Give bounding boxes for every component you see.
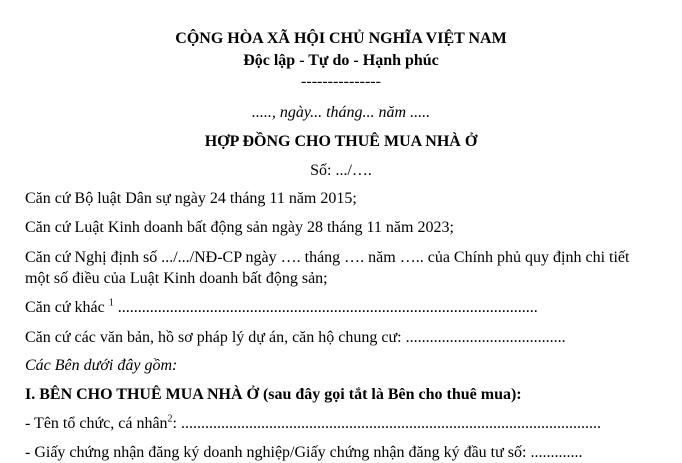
basis-civil-code: Căn cứ Bộ luật Dân sự ngày 24 tháng 11 năm 2015; xyxy=(25,190,357,207)
parties-intro: Các Bên dưới đây gồm: xyxy=(25,357,178,374)
basis-decree-line2: một số điều của Luật Kinh doanh bất động sản; xyxy=(25,270,328,287)
basis-other xyxy=(25,298,538,318)
contract-number: Số: .../…. xyxy=(310,162,372,179)
basis-decree-line1: Căn cứ Nghị định số .../.../NĐ-CP ngày …. tháng …. năm ….. của Chính phủ quy định chi tiết xyxy=(25,249,630,266)
lessor-name-label: - Tên tổ chức, cá nhân xyxy=(25,415,168,432)
basis-real-estate-law: Căn cứ Luật Kinh doanh bất động sản ngày 28 tháng 11 năm 2023; xyxy=(25,219,454,236)
basis-other-label: Căn cứ khác xyxy=(25,299,109,316)
divider: --------------- xyxy=(301,73,381,90)
lessor-name-dots: : ......................................................................................................... xyxy=(172,415,601,432)
basis-project-docs: Căn cứ các văn bản, hồ sơ pháp lý dự án, căn hộ chung cư: ........................................ xyxy=(25,329,566,346)
lessor-certificate-field: - Giấy chứng nhận đăng ký doanh nghiệp/Giấy chứng nhận đăng ký đầu tư số: ............. xyxy=(25,444,583,461)
footnote-ref-2: 2 xyxy=(167,413,173,425)
basis-other-dots: ......................................................................................................... xyxy=(113,299,538,316)
lessor-name-field xyxy=(25,414,601,434)
footnote-ref-1: 1 xyxy=(108,297,114,309)
section-lessor-title: I. BÊN CHO THUÊ MUA NHÀ Ở (sau đây gọi tắt là Bên cho thuê mua): xyxy=(25,386,522,403)
motto: Độc lập - Tự do - Hạnh phúc xyxy=(243,52,439,69)
contract-title: HỢP ĐỒNG CHO THUÊ MUA NHÀ Ở xyxy=(204,133,478,150)
date-line: ....., ngày... tháng... năm ..... xyxy=(251,104,431,121)
nation-heading: CỘNG HÒA XÃ HỘI CHỦ NGHĨA VIỆT NAM xyxy=(175,30,507,47)
